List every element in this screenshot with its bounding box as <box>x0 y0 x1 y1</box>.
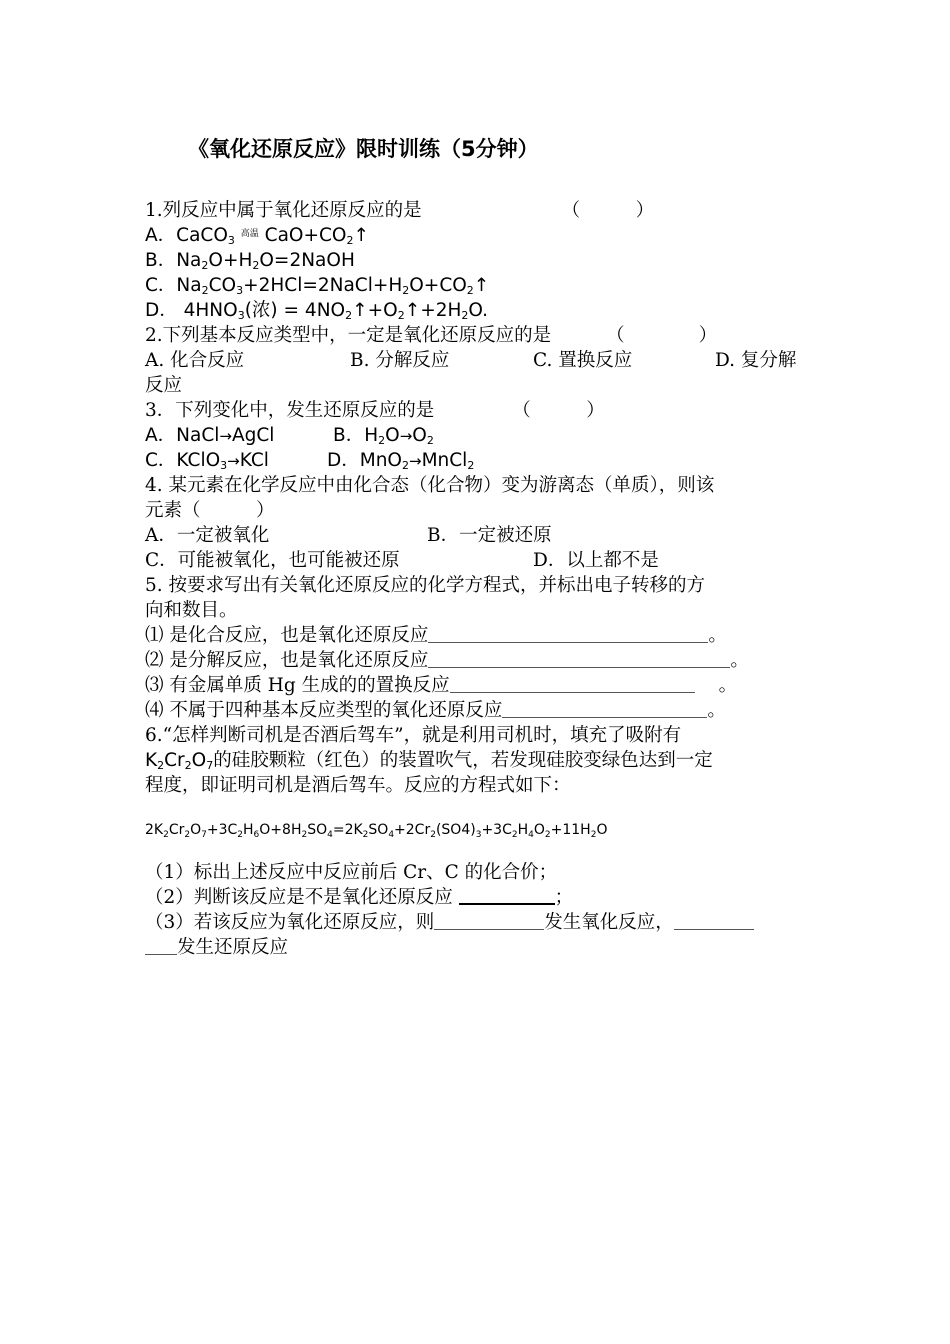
question-1-option-c: C．$Na_2CO_3+2HCl=2NaCl+H_2O+CO_2↑$ <box>145 275 490 297</box>
answer-paren: （ ） <box>561 200 655 221</box>
question-6-sub-2: （2）判断该反应是不是氧化还原反应 ； <box>145 887 574 908</box>
question-3-options-cd <box>145 448 810 473</box>
answer-blank[interactable] <box>502 699 707 718</box>
question-6-sub-3-cont: 发生还原反应 <box>145 935 810 960</box>
question-list <box>145 198 810 960</box>
answer-paren: （ ） <box>606 325 718 346</box>
question-1-option-b: B．$Na_2O+H_2O=2NaOH$ <box>145 250 355 272</box>
question-5-stem: 5. 按要求写出有关氧化还原反应的化学方程式，并标出电子转移的方 <box>145 575 706 596</box>
question-4-option-b: B．一定被还原 <box>427 525 552 546</box>
question-3-option-a: A．NaCl→AgCl <box>145 425 275 446</box>
question-3-stem: 3．下列变化中，发生还原反应的是 （ ） <box>145 400 605 421</box>
reaction-equation: $2K_2Cr_2O_7+3C_2H_6O+8H_2SO_4=2K_2SO_4+2Cr_2(SO4)_3+3C_2H_4O_2+11H_2O$ <box>145 822 608 840</box>
question-6-sub-1: （1）标出上述反应中反应前后 Cr、C 的化合价； <box>145 862 558 883</box>
question-4-option-d: D．以上都不是 <box>533 550 659 571</box>
question-4-stem-cont: 元素（ ） <box>145 500 275 521</box>
question-3-option-c: C．KClO$_3$→KCl <box>145 450 269 472</box>
question-4-option-c: C．可能被氧化，也可能被还原 <box>145 550 400 571</box>
question-1-option-a: A．CaCO$_3$ $^{高温}$ $CaO+CO_2↑$ <box>145 225 369 247</box>
page-title: 《氧化还原反应》限时训练（5分钟） <box>188 137 539 161</box>
question-2-options <box>145 348 810 373</box>
answer-blank[interactable] <box>434 911 544 930</box>
answer-blank[interactable] <box>428 624 708 643</box>
question-4-options-cd <box>145 548 810 573</box>
question-4-option-a: A．一定被氧化 <box>145 525 270 546</box>
answer-paren: （ ） <box>512 400 605 421</box>
answer-blank[interactable] <box>674 911 754 930</box>
question-2-option-d-cont: 反应 <box>145 375 183 396</box>
question-2-stem: 2.下列基本反应类型中，一定是氧化还原反应的是 （ ） <box>145 325 718 346</box>
question-2-option-d: D. 复分解 <box>715 350 797 371</box>
answer-blank[interactable] <box>145 936 177 955</box>
question-5-item-4: ⑷ 不属于四种基本反应类型的氧化还原反应 。 <box>145 700 726 721</box>
question-1-stem: 1.列反应中属于氧化还原反应的是 （ ） <box>145 200 655 221</box>
question-5-item-2: ⑵ 是分解反应，也是氧化还原反应 。 <box>145 650 749 671</box>
question-3-options-ab <box>145 423 810 448</box>
answer-blank[interactable] <box>450 674 695 693</box>
question-6-stem-1: 6.“怎样判断司机是否酒后驾车”，就是利用司机时，填充了吸附有 <box>145 725 682 746</box>
question-6-stem-3: 程度，即证明司机是酒后驾车。反应的方程式如下： <box>145 775 571 796</box>
question-5-stem-cont: 向和数目。 <box>145 600 238 621</box>
question-3-option-b: B．$H_2O\to O_2$ <box>333 425 434 447</box>
question-5-item-3: ⑶ 有金属单质 Hg 生成的的置换反应 。 <box>145 675 738 696</box>
question-4-stem: 4. 某元素在化学反应中由化合态（化合物）变为游离态（单质），则该 <box>145 475 715 496</box>
answer-blank[interactable] <box>428 649 730 668</box>
question-6-stem-2: $K_2Cr_2O_7$的硅胶颗粒（红色）的装置吹气，若发现硅胶变绿色达到一定 <box>145 750 713 772</box>
question-2-option-c: C. 置换反应 <box>533 350 633 371</box>
question-2-option-b: B. 分解反应 <box>350 350 450 371</box>
question-6-sub-3: （3）若该反应为氧化还原反应，则 发生氧化反应， <box>145 910 810 935</box>
question-2-option-a: A. 化合反应 <box>145 350 245 371</box>
question-4-options-ab <box>145 523 810 548</box>
question-5-item-1: ⑴ 是化合反应，也是氧化还原反应 。 <box>145 625 727 646</box>
question-3-option-d: D．MnO$_2$→MnCl$_2$ <box>327 450 475 472</box>
answer-blank[interactable] <box>459 885 555 905</box>
question-1-option-d: D． $4HNO_3$(浓) = $4NO_2↑+O_2↑+2H_2O$. <box>145 300 489 322</box>
